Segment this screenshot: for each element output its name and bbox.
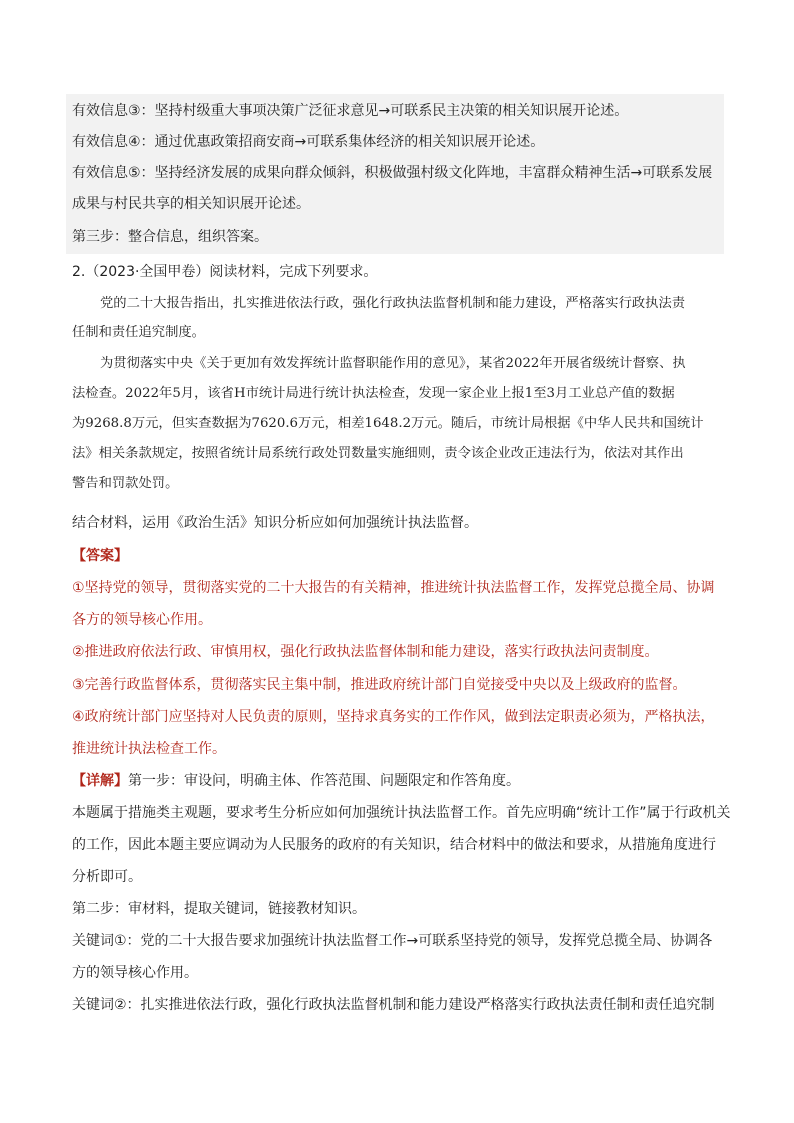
material-line: 为贯彻落实中央《关于更加有效发挥统计监督职能作用的意见》，某省2022年开展省级统计督察、执 <box>100 356 686 371</box>
material-line: 任制和责任追究制度。 <box>72 325 205 340</box>
detail-step-one: 第一步：审设问，明确主体、作答范围、问题限定和作答角度。 <box>128 773 520 789</box>
detail-first-line <box>72 771 520 791</box>
material-line: 党的二十大报告指出，扎实推进依法行政，强化行政执法监督机制和能力建设，严格落实行政执法责 <box>100 296 686 311</box>
answer-point-3: ③完善行政监督体系，贯彻落实民主集中制，推进政府统计部门自觉接受中央以及上级政府的监督。 <box>72 677 687 693</box>
question-prompt: 结合材料，运用《政治生活》知识分析应如何加强统计执法监督。 <box>72 515 478 531</box>
info-line-4: 有效信息④：通过优惠政策招商安商→可联系集体经济的相关知识展开论述。 <box>72 134 545 150</box>
answer-point-1-cont: 各方的领导核心作用。 <box>72 612 212 628</box>
material-line: 警告和罚款处罚。 <box>72 476 179 491</box>
answer-point-2: ②推进政府依法行政、审慎用权，强化行政执法监督体制和能力建设，落实行政执法问责制度。 <box>72 644 659 660</box>
keyword-1: 关键词①：党的二十大报告要求加强统计执法监督工作→可联系坚持党的领导，发挥党总揽全局、协调各 <box>72 933 713 949</box>
info-line-5-cont: 成果与村民共享的相关知识展开论述。 <box>72 196 310 212</box>
answer-label: 【答案】 <box>72 548 128 564</box>
question-header: 2.（2023·全国甲卷）阅读材料，完成下列要求。 <box>72 264 378 280</box>
detail-line: 的工作，因此本题主要应调动为人民服务的政府的有关知识，结合材料中的做法和要求，从措施角度进行 <box>72 837 716 853</box>
answer-point-4: ④政府统计部门应坚持对人民负责的原则，坚持求真务实的工作作风，做到法定职责必须为，严格执法， <box>72 709 715 725</box>
info-line-5: 有效信息⑤：坚持经济发展的成果向群众倾斜，积极做强村级文化阵地，丰富群众精神生活→可联系发展 <box>72 165 713 181</box>
detail-line: 本题属于措施类主观题，要求考生分析应如何加强统计执法监督工作。首先应明确“统计工作”属于行政机关 <box>72 805 731 821</box>
info-line-3: 有效信息③：坚持村级重大事项决策广泛征求意见→可联系民主决策的相关知识展开论述。 <box>72 103 629 119</box>
detail-line: 分析即可。 <box>72 869 142 885</box>
answer-point-4-cont: 推进统计执法检查工作。 <box>72 741 226 757</box>
step-three: 第三步：整合信息，组织答案。 <box>72 229 268 245</box>
material-line: 法》相关条款规定，按照省统计局系统行政处罚数量实施细则，责令该企业改正违法行为，依法对其作出 <box>72 446 684 461</box>
detail-label: 【详解】 <box>72 773 128 789</box>
material-line: 为9268.8万元，但实查数据为7620.6万元，相差1648.2万元。随后，市统计局根据《中华人民共和国统计 <box>72 416 704 431</box>
keyword-2: 关键词②：扎实推进依法行政，强化行政执法监督机制和能力建设严格落实行政执法责任制和责任追究制 <box>72 997 715 1013</box>
detail-step-two: 第二步：审材料，提取关键词，链接教材知识。 <box>72 901 366 917</box>
answer-point-1: ①坚持党的领导，贯彻落实党的二十大报告的有关精神，推进统计执法监督工作，发挥党总揽全局、协调 <box>72 580 715 596</box>
keyword-1-cont: 方的领导核心作用。 <box>72 965 198 981</box>
material-line: 法检查。2022年5月，该省H市统计局进行统计执法检查，发现一家企业上报1至3月工业总产值的数据 <box>72 386 675 401</box>
